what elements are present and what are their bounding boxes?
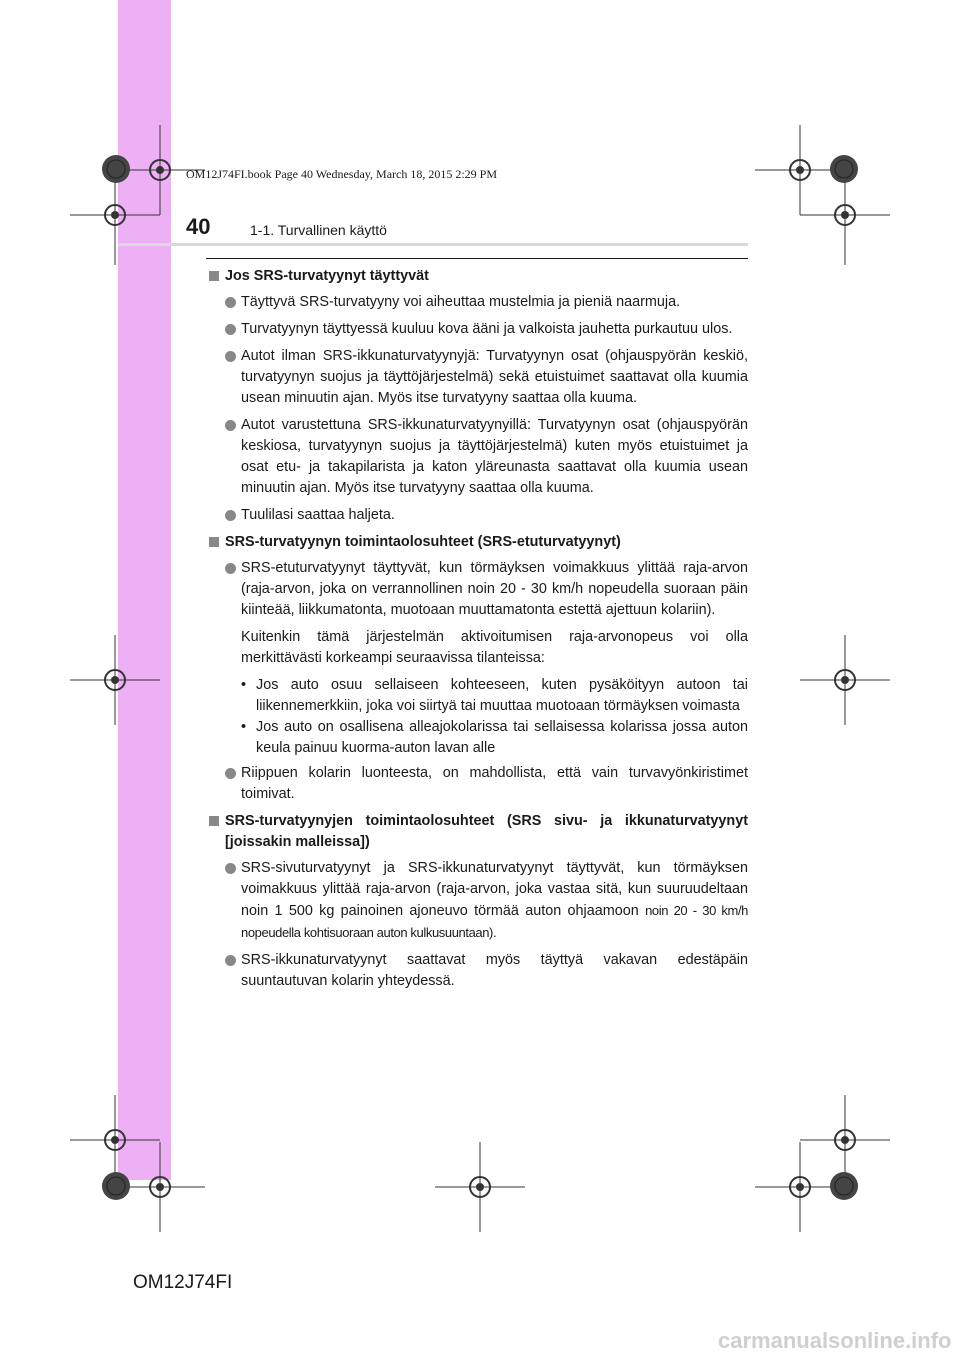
square-bullet-icon xyxy=(209,816,219,826)
circle-bullet-icon xyxy=(225,510,236,521)
list-item: SRS-etuturvatyynyt täyttyvät, kun törmäyksen voimakkuus ylittää raja-arvon (raja-arvon, joka on verrannollinen noin 20 - 30 km/h nopeudella suoraan päin kiinteää, liikkumatonta, muotoaan muuttamatonta estettä ajettuun kolariin). xyxy=(209,558,748,621)
circle-bullet-icon xyxy=(225,324,236,335)
square-bullet-icon xyxy=(209,537,219,547)
watermark: carmanualsonline.info xyxy=(718,1328,952,1353)
section-rule xyxy=(206,258,748,259)
circle-bullet-icon xyxy=(225,768,236,779)
sub-list-item: • Jos auto osuu sellaiseen kohteeseen, kuten pysäköityyn autoon tai liikennemerkkiin, joka voi siirtyä tai muuttaa muotoaan törmäyksen voimasta xyxy=(241,677,748,714)
footer-code: OM12J74FI xyxy=(133,1272,233,1293)
list-item: Riippuen kolarin luonteesta, on mahdollista, että vain turvavyönkiristimet toimivat. xyxy=(209,763,748,805)
registration-disc-icon xyxy=(100,153,132,185)
registration-disc-icon xyxy=(100,1170,132,1202)
page-content xyxy=(209,266,748,998)
section-heading: Jos SRS-turvatyynyt täyttyvät xyxy=(209,266,748,287)
list-item: Tuulilasi saattaa haljeta. xyxy=(209,505,748,526)
registration-disc-icon xyxy=(828,1170,860,1202)
list-item: SRS-sivuturvatyynyt ja SRS-ikkunaturvatyynyt täyttyvät, kun törmäyksen voimakkuus ylittää raja-arvon (raja-arvon, joka vastaa sitä, kun suuruudeltaan noin 1 500 kg painoinen ajoneuvo törmää auton ohjaamoon noin 20 - 30 km/h nopeudella kohtisuoraan auton kulkusuuntaan). xyxy=(209,858,748,944)
dot-bullet-icon: • xyxy=(241,719,247,735)
square-bullet-icon xyxy=(209,271,219,281)
circle-bullet-icon xyxy=(225,563,236,574)
registration-crosshair-icon xyxy=(435,1142,525,1232)
list-item: Autot ilman SRS-ikkunaturvatyynyjä: Turvatyynyn osat (ohjauspyörän keskiö, turvatyynyn suojus ja täyttöjärjestelmä) sekä etuistuimet saattavat olla kuumia usean minuutin ajan. Myös itse turvatyyny saattaa olla kuuma. xyxy=(209,346,748,409)
paragraph: Kuitenkin tämä järjestelmän aktivoitumisen raja-arvonopeus voi olla merkittävästi korkeampi seuraavissa tilanteissa: xyxy=(241,629,748,666)
chapter-title: 1-1. Turvallinen käyttö xyxy=(250,222,387,238)
circle-bullet-icon xyxy=(225,420,236,431)
section-heading: SRS-turvatyynyn toimintaolosuhteet (SRS-etuturvatyynyt) xyxy=(209,532,748,553)
circle-bullet-icon xyxy=(225,351,236,362)
list-item: SRS-ikkunaturvatyynyt saattavat myös täyttyä vakavan edestäpäin suuntautuvan kolarin yhteydessä. xyxy=(209,950,748,992)
page-number: 40 xyxy=(186,214,211,239)
section-heading: SRS-turvatyynyjen toimintaolosuhteet (SRS sivu- ja ikkunaturvatyynyt [joissakin malleissa]) xyxy=(209,811,748,853)
registration-crosshair-icon xyxy=(800,635,890,725)
dot-bullet-icon: • xyxy=(241,677,247,693)
registration-disc-icon xyxy=(828,153,860,185)
list-item: Turvatyynyn täyttyessä kuuluu kova ääni ja valkoista jauhetta purkautuu ulos. xyxy=(209,319,748,340)
sub-list-item: • Jos auto on osallisena alleajokolarissa tai sellaisessa kolarissa jossa auton keula painuu kuorma-auton lavan alle xyxy=(241,719,748,756)
circle-bullet-icon xyxy=(225,955,236,966)
circle-bullet-icon xyxy=(225,297,236,308)
circle-bullet-icon xyxy=(225,863,236,874)
book-info: OM12J74FI.book Page 40 Wednesday, March 18, 2015 2:29 PM xyxy=(186,167,498,181)
header-rule xyxy=(118,243,748,246)
list-item: Täyttyvä SRS-turvatyyny voi aiheuttaa mustelmia ja pieniä naarmuja. xyxy=(209,292,748,313)
list-item: Autot varustettuna SRS-ikkunaturvatyynyillä: Turvatyynyn osat (ohjauspyörän keskiosa, turvatyynyn suojus ja täyttöjärjestelmä) kuten myös etuistuimet ja osat etu- ja takapilarista ja katon yläreunasta saattavat olla kuumia usean minuutin ajan. Myös itse turvatyyny saattaa olla kuuma. xyxy=(209,415,748,499)
registration-crosshair-icon xyxy=(70,635,160,725)
